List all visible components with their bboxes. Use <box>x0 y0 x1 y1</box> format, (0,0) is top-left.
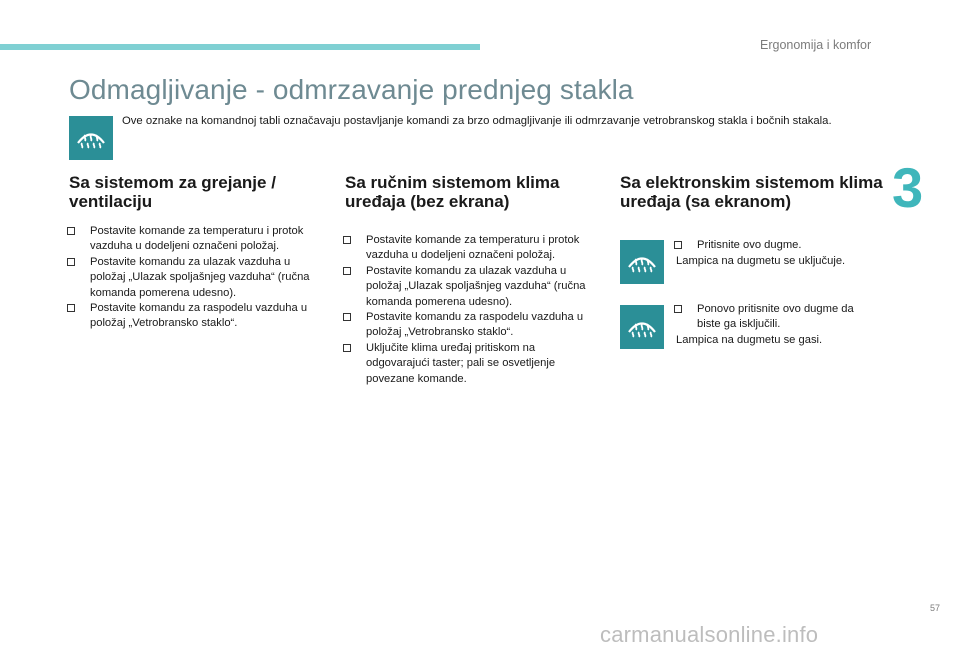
checkbox-bullet-icon <box>343 267 351 275</box>
column-manual-ac <box>345 173 600 387</box>
electronic-step-2 <box>676 302 876 333</box>
watermark: carmanualsonline.info <box>600 622 819 647</box>
electronic-note-1: Lampica na dugmetu se uključuje. <box>676 255 846 267</box>
step-list <box>676 238 886 253</box>
step-list <box>676 302 876 333</box>
list-item: Postavite komandu za raspodelu vazduha u položaj „Vetrobransko staklo“. <box>69 301 319 332</box>
checkbox-bullet-icon <box>674 305 682 313</box>
list-item: Postavite komandu za raspodelu vazduha u položaj „Vetrobransko staklo“. <box>345 310 600 341</box>
checkbox-bullet-icon <box>67 227 75 235</box>
electronic-step-1 <box>676 238 886 253</box>
checkbox-bullet-icon <box>67 258 75 266</box>
list-item: Postavite komandu za ulazak vazduha u položaj „Ulazak spoljašnjeg vazduha“ (ručna komanda pomerena udesno). <box>69 255 319 301</box>
list-item: Uključite klima uređaj pritiskom na odgovarajući taster; pali se osvetljenje povezane komande. <box>345 341 600 387</box>
column-heating-ventilation <box>69 173 319 332</box>
checkbox-bullet-icon <box>67 304 75 312</box>
defrost-button-icon <box>620 305 664 349</box>
section-name: Ergonomija i komfor <box>760 38 872 52</box>
list-item: Postavite komande za temperaturu i protok vazduha u dodeljeni označeni položaj. <box>69 224 319 255</box>
chapter-number: 3 <box>892 156 924 219</box>
column-electronic-ac <box>620 173 890 211</box>
step-list <box>69 224 319 332</box>
step-list <box>345 233 600 387</box>
intro-text: Ove oznake na komandnoj tabli označavaju postavljanje komandi za brzo odmagljivanje ili odmrzavanje vetrobranskog stakla i bočnih stakala. <box>122 115 832 127</box>
defrost-button-icon <box>620 240 664 284</box>
checkbox-bullet-icon <box>674 241 682 249</box>
column-heading: Sa sistemom za grejanje / ventilaciju <box>69 173 276 211</box>
page-number: 57 <box>930 603 941 613</box>
column-heading: Sa elektronskim sistemom klima uređaja (sa ekranom) <box>620 173 883 211</box>
windscreen-defrost-icon <box>69 116 113 160</box>
list-item: Pritisnite ovo dugme. <box>676 238 886 253</box>
checkbox-bullet-icon <box>343 236 351 244</box>
list-item: Ponovo pritisnite ovo dugme da biste ga isključili. <box>676 302 876 333</box>
column-heading: Sa ručnim sistemom klima uređaja (bez ekrana) <box>345 173 560 211</box>
page-title: Odmagljivanje - odmrzavanje prednjeg stakla <box>69 74 634 105</box>
checkbox-bullet-icon <box>343 313 351 321</box>
electronic-note-2: Lampica na dugmetu se gasi. <box>676 334 823 346</box>
header-accent-bar <box>0 44 480 50</box>
checkbox-bullet-icon <box>343 344 351 352</box>
list-item: Postavite komandu za ulazak vazduha u položaj „Ulazak spoljašnjeg vazduha“ (ručna komanda pomerena udesno). <box>345 264 600 310</box>
list-item: Postavite komande za temperaturu i protok vazduha u dodeljeni označeni položaj. <box>345 233 600 264</box>
